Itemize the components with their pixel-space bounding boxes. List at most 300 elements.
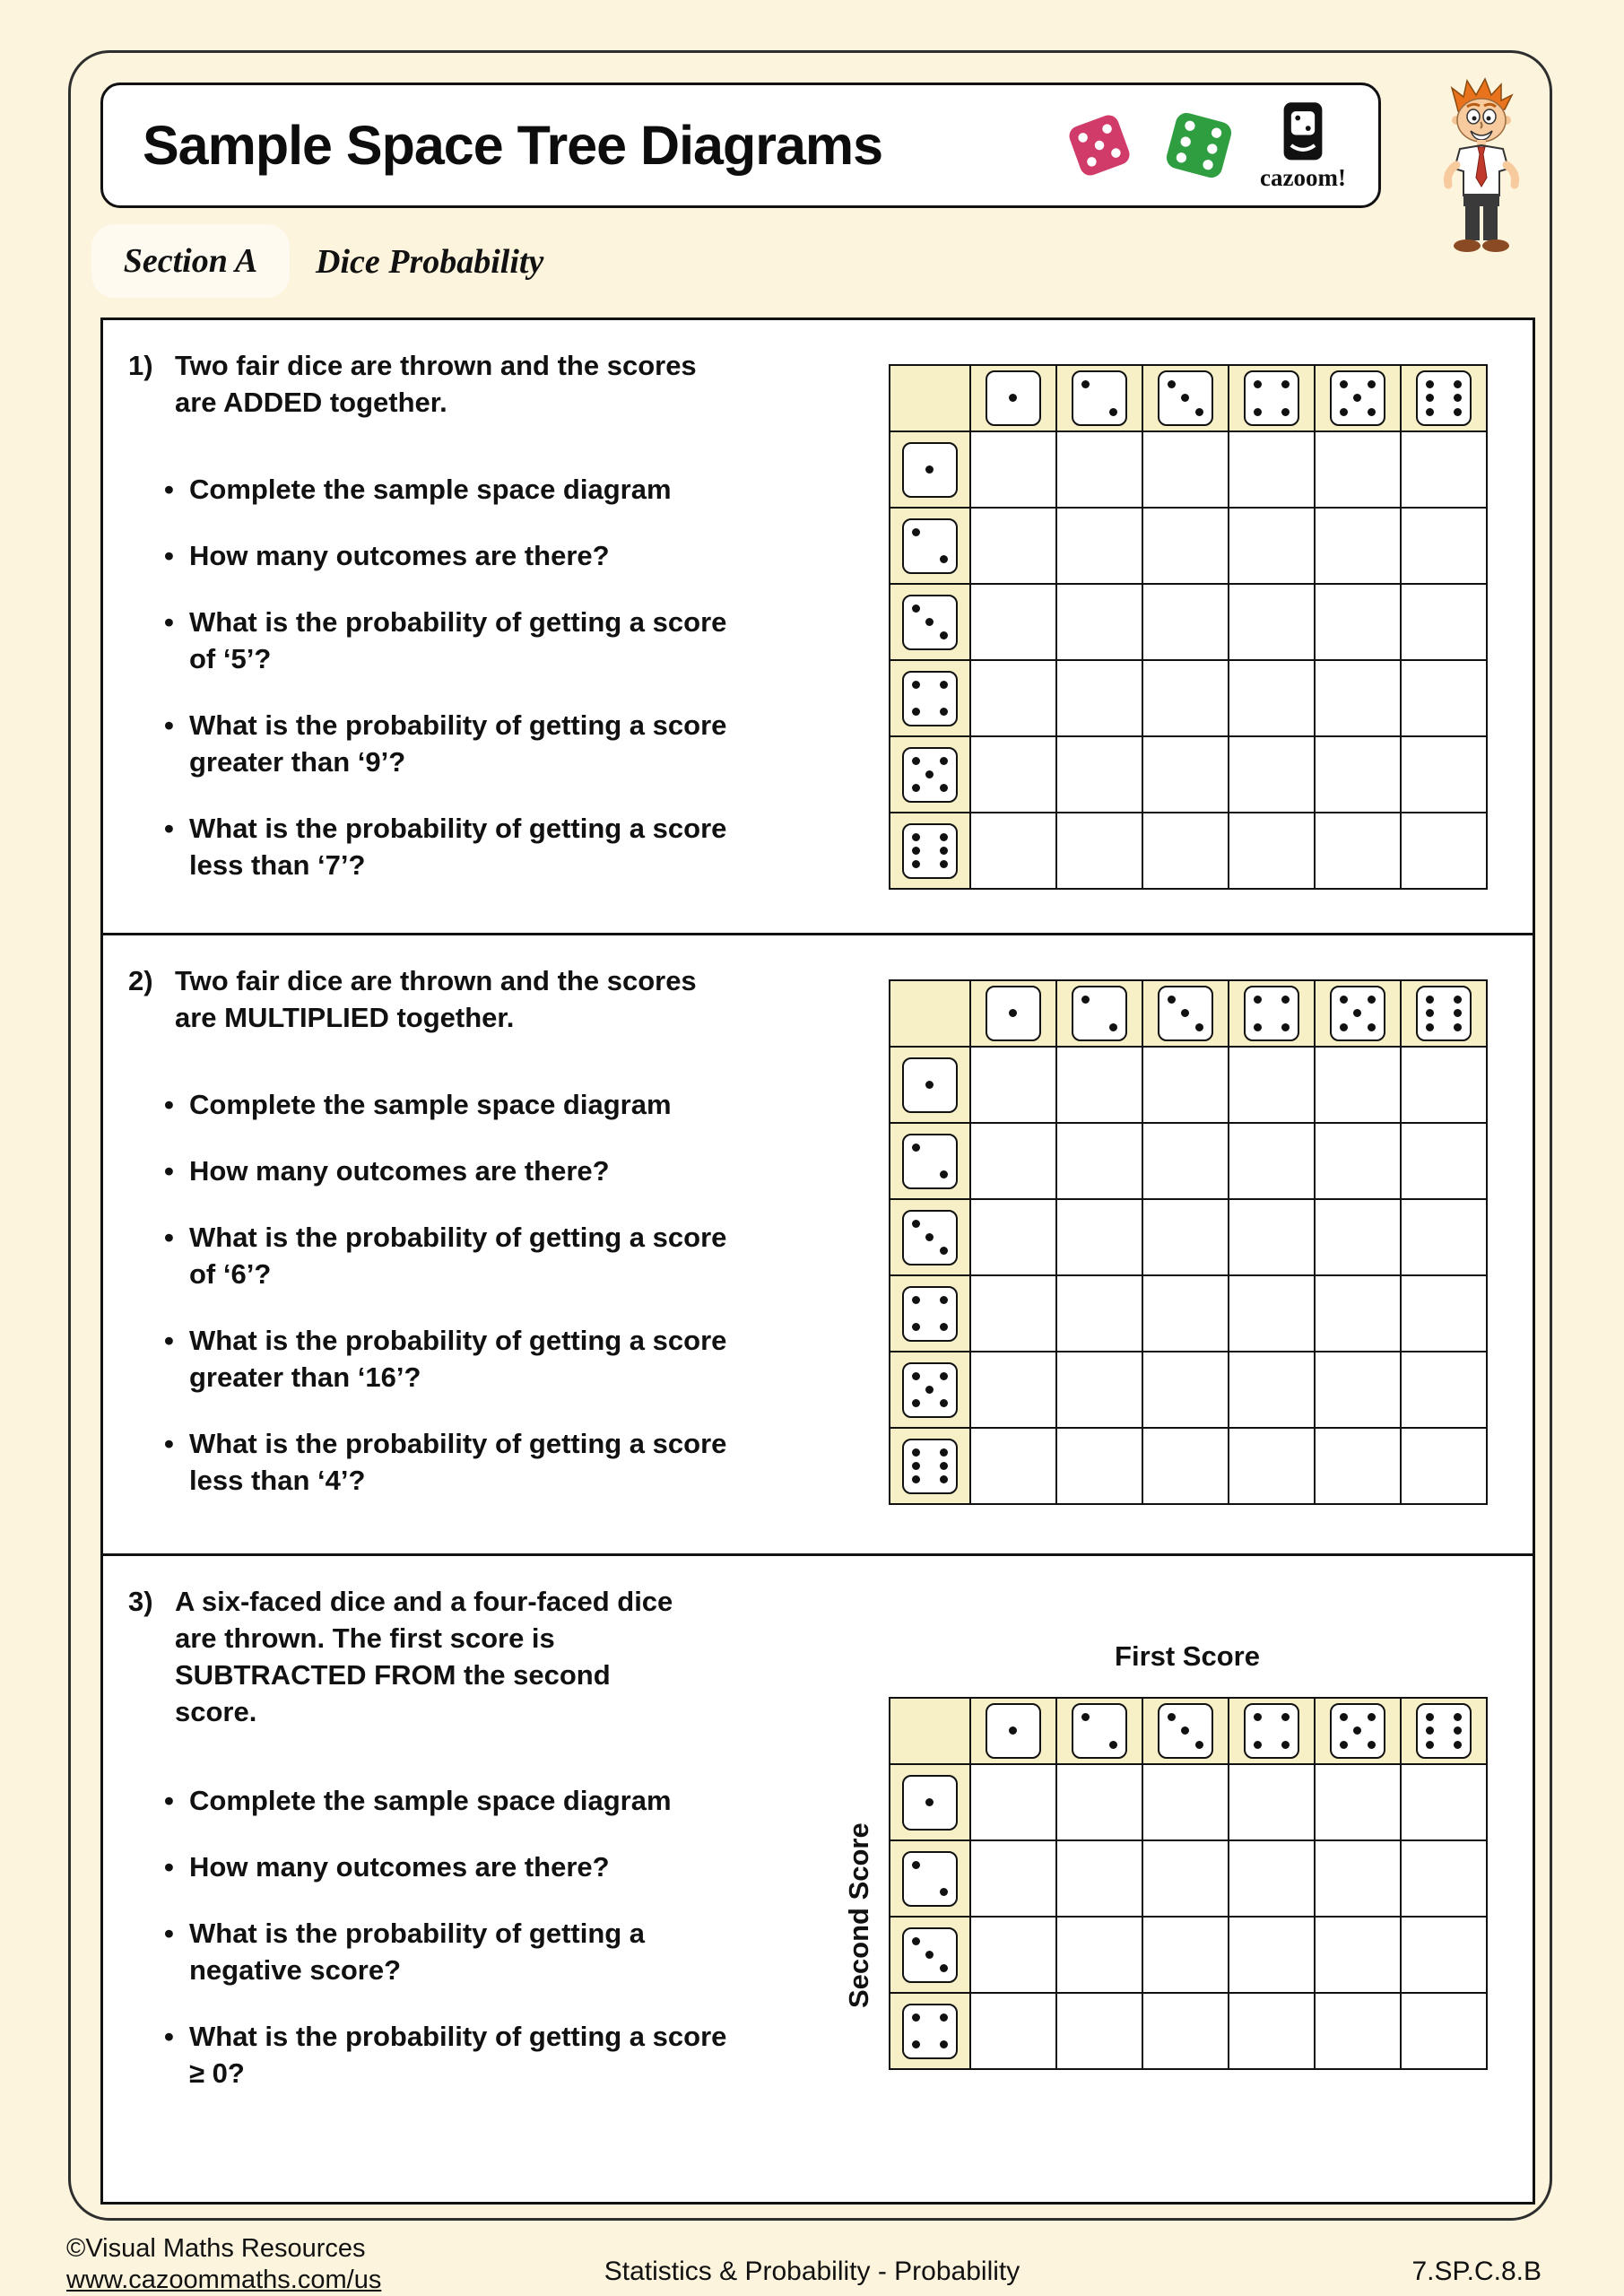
die-pip xyxy=(1368,1713,1376,1721)
die-pip xyxy=(925,1081,934,1089)
die-pip xyxy=(1081,996,1090,1004)
die-pip xyxy=(940,847,948,855)
bullet-text: What is the probability of getting a score greater than ‘9’? xyxy=(189,709,727,778)
answer-cell[interactable] xyxy=(1057,737,1143,813)
column-header-die-1 xyxy=(971,981,1057,1048)
grid-corner-cell xyxy=(890,366,971,432)
die-pip xyxy=(1368,1741,1376,1749)
die-pip xyxy=(1281,1023,1290,1031)
answer-cell[interactable] xyxy=(1402,1918,1488,1994)
answer-cell[interactable] xyxy=(1143,1200,1229,1276)
answer-cell[interactable] xyxy=(1057,1124,1143,1200)
die-pip xyxy=(1254,1713,1262,1721)
row-header-die-5 xyxy=(890,737,971,813)
die-pip xyxy=(1281,1713,1290,1721)
die-pip xyxy=(1340,408,1348,416)
die-face-1 xyxy=(986,1703,1041,1759)
answer-cell[interactable] xyxy=(1402,1429,1488,1505)
die-pip xyxy=(1168,996,1176,1004)
answer-cell[interactable] xyxy=(1229,1918,1316,1994)
answer-cell[interactable] xyxy=(1402,509,1488,585)
answer-cell[interactable] xyxy=(971,1124,1057,1200)
die-pip xyxy=(925,618,934,626)
answer-cell[interactable] xyxy=(1402,813,1488,890)
bullet-text: What is the probability of getting a score ≥ 0? xyxy=(189,2021,727,2089)
bullet-item xyxy=(162,1915,736,1988)
bullet-item xyxy=(162,2018,736,2092)
die-pip xyxy=(925,1386,934,1394)
answer-cell[interactable] xyxy=(971,432,1057,509)
bullet-text: How many outcomes are there? xyxy=(189,1155,610,1187)
answer-cell[interactable] xyxy=(1402,1276,1488,1352)
die-pip xyxy=(912,2013,920,2022)
dice-cup-icon xyxy=(1273,100,1333,166)
die-pip xyxy=(1454,408,1462,416)
question-2 xyxy=(103,933,1533,1553)
die-pip xyxy=(940,1247,948,1255)
copyright-text: ©Visual Maths Resources xyxy=(66,2234,366,2263)
row-header-die-4 xyxy=(890,661,971,737)
die-pip xyxy=(912,1462,920,1470)
answer-cell[interactable] xyxy=(1057,661,1143,737)
question-1 xyxy=(103,320,1533,933)
die-pip xyxy=(940,681,948,689)
row-header-die-4 xyxy=(890,1276,971,1352)
row-header-die-1 xyxy=(890,1048,971,1124)
answer-cell[interactable] xyxy=(1143,509,1229,585)
answer-cell[interactable] xyxy=(1229,1841,1316,1918)
answer-cell[interactable] xyxy=(1229,661,1316,737)
die-pip xyxy=(940,784,948,792)
die-pip xyxy=(1281,1741,1290,1749)
answer-cell[interactable] xyxy=(1143,1124,1229,1200)
answer-cell[interactable] xyxy=(1057,1841,1143,1918)
answer-cell[interactable] xyxy=(1229,1352,1316,1429)
answer-cell[interactable] xyxy=(971,1276,1057,1352)
answer-cell[interactable] xyxy=(1143,1841,1229,1918)
answer-cell[interactable] xyxy=(971,1429,1057,1505)
row-header-die-6 xyxy=(890,1429,971,1505)
die-pip xyxy=(1195,408,1203,416)
column-header-die-4 xyxy=(1229,366,1316,432)
column-header-die-2 xyxy=(1057,1699,1143,1765)
answer-cell[interactable] xyxy=(1057,1918,1143,1994)
die-pip xyxy=(912,1296,920,1304)
answer-cell[interactable] xyxy=(1229,1124,1316,1200)
die-face-3 xyxy=(1158,1703,1213,1759)
die-pip xyxy=(1353,394,1361,402)
die-pip xyxy=(1353,1009,1361,1017)
die-face-2 xyxy=(902,518,958,574)
answer-cell[interactable] xyxy=(1316,1918,1402,1994)
die-pip xyxy=(1168,380,1176,388)
answer-cell[interactable] xyxy=(1143,585,1229,661)
die-pip xyxy=(912,784,920,792)
bullet-item xyxy=(162,537,736,574)
sample-space-grid-1 xyxy=(889,364,1488,890)
die-pip xyxy=(1454,1023,1462,1031)
answer-cell[interactable] xyxy=(1143,737,1229,813)
answer-cell[interactable] xyxy=(1316,1048,1402,1124)
die-pip xyxy=(940,1323,948,1331)
column-header-die-1 xyxy=(971,366,1057,432)
answer-cell[interactable] xyxy=(1229,432,1316,509)
die-pip xyxy=(940,860,948,868)
bullet-text: How many outcomes are there? xyxy=(189,540,610,571)
answer-cell[interactable] xyxy=(1316,737,1402,813)
answer-cell[interactable] xyxy=(1057,1048,1143,1124)
answer-cell[interactable] xyxy=(1402,1200,1488,1276)
standard-code: 7.SP.C.8.B xyxy=(1411,2257,1541,2286)
answer-cell[interactable] xyxy=(1143,813,1229,890)
answer-cell[interactable] xyxy=(1316,432,1402,509)
die-pip xyxy=(940,555,948,563)
bullet-item xyxy=(162,471,736,508)
die-pip xyxy=(1368,1023,1376,1031)
die-pip xyxy=(1009,1009,1017,1017)
question-1-intro xyxy=(128,347,699,421)
answer-cell[interactable] xyxy=(1057,1352,1143,1429)
question-1-bullets xyxy=(162,471,736,913)
die-pip xyxy=(1426,996,1434,1004)
die-pip xyxy=(912,1220,920,1228)
grid-corner-cell xyxy=(890,981,971,1048)
answer-cell[interactable] xyxy=(1229,1429,1316,1505)
answer-cell[interactable] xyxy=(1143,1994,1229,2070)
die-face-4 xyxy=(1244,986,1299,1041)
die-pip xyxy=(912,833,920,841)
bullet-text: How many outcomes are there? xyxy=(189,1851,610,1883)
answer-cell[interactable] xyxy=(1143,1276,1229,1352)
die-pip xyxy=(940,1448,948,1457)
second-score-label: Second Score xyxy=(843,1822,874,2009)
die-pip xyxy=(912,1399,920,1407)
die-pip xyxy=(912,757,920,765)
answer-cell[interactable] xyxy=(971,1841,1057,1918)
column-header-die-6 xyxy=(1402,1699,1488,1765)
column-header-die-4 xyxy=(1229,981,1316,1048)
die-pip xyxy=(1181,1009,1189,1017)
die-pip xyxy=(1426,394,1434,402)
die-pip xyxy=(1340,380,1348,388)
die-pip xyxy=(1009,394,1017,402)
die-pip xyxy=(940,708,948,716)
answer-cell[interactable] xyxy=(971,661,1057,737)
column-header-die-3 xyxy=(1143,1699,1229,1765)
die-face-4 xyxy=(1244,370,1299,426)
die-pip xyxy=(912,1937,920,1945)
question-3-text: A six-faced dice and a four-faced dice are thrown. The first score is SUBTRACTED FROM the second score. xyxy=(175,1586,673,1727)
answer-cell[interactable] xyxy=(1316,509,1402,585)
die-pip xyxy=(1368,996,1376,1004)
die-pip xyxy=(1454,1726,1462,1735)
row-header-die-1 xyxy=(890,432,971,509)
question-3-number: 3) xyxy=(128,1586,153,1617)
answer-cell[interactable] xyxy=(1316,1429,1402,1505)
row-header-die-6 xyxy=(890,813,971,890)
die-pip xyxy=(1109,1741,1117,1749)
die-pip xyxy=(1195,1741,1203,1749)
die-pip xyxy=(912,708,920,716)
bullet-item xyxy=(162,1425,736,1499)
answer-cell[interactable] xyxy=(1057,432,1143,509)
die-face-6 xyxy=(1416,986,1472,1041)
die-face-2 xyxy=(1072,370,1127,426)
die-face-2 xyxy=(902,1851,958,1907)
die-face-6 xyxy=(902,823,958,879)
die-pip xyxy=(940,1170,948,1178)
worksheet-title: Sample Space Tree Diagrams xyxy=(143,115,883,176)
footer-topic: Statistics & Probability - Probability xyxy=(604,2257,1020,2286)
die-pip xyxy=(1426,1023,1434,1031)
answer-cell[interactable] xyxy=(1402,1124,1488,1200)
header-icons xyxy=(1061,85,1346,205)
answer-cell[interactable] xyxy=(1316,1841,1402,1918)
answer-cell[interactable] xyxy=(1057,813,1143,890)
question-3-bullets xyxy=(162,1782,736,2121)
answer-cell[interactable] xyxy=(1229,1765,1316,1841)
question-3-intro xyxy=(128,1583,699,1730)
pink-die-icon xyxy=(1061,107,1138,184)
column-header-die-3 xyxy=(1143,981,1229,1048)
bullet-text: What is the probability of getting a score of ‘5’? xyxy=(189,606,727,674)
die-face-1 xyxy=(986,986,1041,1041)
answer-cell[interactable] xyxy=(1402,737,1488,813)
answer-cell[interactable] xyxy=(1229,1048,1316,1124)
die-pip xyxy=(1281,996,1290,1004)
answer-cell[interactable] xyxy=(1057,585,1143,661)
die-pip xyxy=(940,1399,948,1407)
die-pip xyxy=(912,1323,920,1331)
answer-cell[interactable] xyxy=(971,1352,1057,1429)
question-1-text: Two fair dice are thrown and the scores are ADDED together. xyxy=(175,350,697,418)
bullet-text: Complete the sample space diagram xyxy=(189,1785,672,1816)
die-face-6 xyxy=(902,1439,958,1494)
green-die-icon xyxy=(1158,104,1240,187)
die-face-5 xyxy=(1330,370,1385,426)
die-pip xyxy=(912,847,920,855)
answer-cell[interactable] xyxy=(971,509,1057,585)
die-pip xyxy=(1340,1023,1348,1031)
answer-cell[interactable] xyxy=(1143,1918,1229,1994)
die-pip xyxy=(925,1233,934,1241)
question-2-number: 2) xyxy=(128,965,153,996)
answer-cell[interactable] xyxy=(1402,1765,1488,1841)
website-link[interactable]: www.cazoommaths.com/us xyxy=(66,2266,382,2294)
answer-cell[interactable] xyxy=(1143,432,1229,509)
answer-cell[interactable] xyxy=(971,1994,1057,2070)
die-face-2 xyxy=(1072,1703,1127,1759)
die-face-1 xyxy=(902,442,958,498)
die-pip xyxy=(1254,408,1262,416)
answer-cell[interactable] xyxy=(971,813,1057,890)
die-pip xyxy=(940,1964,948,1972)
answer-cell[interactable] xyxy=(1316,661,1402,737)
die-pip xyxy=(1340,1713,1348,1721)
answer-cell[interactable] xyxy=(1143,1048,1229,1124)
cazoom-logo-text: cazoom! xyxy=(1260,163,1346,191)
die-face-5 xyxy=(902,1362,958,1418)
die-pip xyxy=(1454,1713,1462,1721)
die-pip xyxy=(925,1951,934,1959)
answer-cell[interactable] xyxy=(1229,585,1316,661)
answer-cell[interactable] xyxy=(1316,1124,1402,1200)
die-pip xyxy=(912,528,920,536)
die-pip xyxy=(912,604,920,613)
die-pip xyxy=(940,757,948,765)
die-face-3 xyxy=(1158,370,1213,426)
die-face-1 xyxy=(986,370,1041,426)
die-pip xyxy=(940,1462,948,1470)
die-pip xyxy=(940,1372,948,1380)
bullet-item xyxy=(162,707,736,780)
die-face-6 xyxy=(1416,370,1472,426)
die-pip xyxy=(1368,380,1376,388)
die-face-5 xyxy=(1330,1703,1385,1759)
answer-cell[interactable] xyxy=(1229,813,1316,890)
answer-cell[interactable] xyxy=(1402,661,1488,737)
die-face-4 xyxy=(902,671,958,726)
answer-cell[interactable] xyxy=(1402,432,1488,509)
die-pip xyxy=(1426,1741,1434,1749)
die-pip xyxy=(1109,1023,1117,1031)
answer-cell[interactable] xyxy=(1316,585,1402,661)
answer-cell[interactable] xyxy=(1402,1841,1488,1918)
die-face-3 xyxy=(902,1927,958,1983)
answer-cell[interactable] xyxy=(1229,1200,1316,1276)
bullet-text: What is the probability of getting a score less than ‘7’? xyxy=(189,813,727,881)
column-header-die-1 xyxy=(971,1699,1057,1765)
question-2-text: Two fair dice are thrown and the scores are MULTIPLIED together. xyxy=(175,965,697,1033)
die-face-6 xyxy=(1416,1703,1472,1759)
answer-cell[interactable] xyxy=(1229,509,1316,585)
answer-cell[interactable] xyxy=(1143,1352,1229,1429)
answer-cell[interactable] xyxy=(1229,1276,1316,1352)
die-face-3 xyxy=(1158,986,1213,1041)
column-header-die-5 xyxy=(1316,366,1402,432)
answer-cell[interactable] xyxy=(971,1918,1057,1994)
die-face-5 xyxy=(902,747,958,803)
die-pip xyxy=(1181,1726,1189,1735)
row-header-die-5 xyxy=(890,1352,971,1429)
die-pip xyxy=(912,2040,920,2048)
answer-cell[interactable] xyxy=(1402,1048,1488,1124)
bullet-text: What is the probability of getting a score of ‘6’? xyxy=(189,1222,727,1290)
answer-cell[interactable] xyxy=(1057,1765,1143,1841)
section-label-pill xyxy=(91,224,290,298)
row-header-die-3 xyxy=(890,585,971,661)
column-header-die-3 xyxy=(1143,366,1229,432)
section-label: Section A xyxy=(123,242,258,280)
row-header-die-2 xyxy=(890,1841,971,1918)
question-2-bullets xyxy=(162,1086,736,1528)
die-pip xyxy=(1454,394,1462,402)
grid-corner-cell xyxy=(890,1699,971,1765)
column-header-die-5 xyxy=(1316,1699,1402,1765)
question-1-number: 1) xyxy=(128,350,153,381)
die-face-1 xyxy=(902,1775,958,1831)
answer-cell[interactable] xyxy=(971,1200,1057,1276)
answer-cell[interactable] xyxy=(1402,585,1488,661)
row-header-die-2 xyxy=(890,509,971,585)
answer-cell[interactable] xyxy=(1402,1352,1488,1429)
answer-cell[interactable] xyxy=(1316,1352,1402,1429)
bullet-item xyxy=(162,810,736,883)
answer-cell[interactable] xyxy=(1316,1276,1402,1352)
answer-cell[interactable] xyxy=(1229,1994,1316,2070)
die-face-4 xyxy=(902,1286,958,1342)
die-pip xyxy=(1109,408,1117,416)
answer-cell[interactable] xyxy=(1316,1994,1402,2070)
section-title: Dice Probability xyxy=(316,243,544,281)
die-pip xyxy=(1454,996,1462,1004)
answer-cell[interactable] xyxy=(971,737,1057,813)
die-pip xyxy=(1254,996,1262,1004)
answer-cell[interactable] xyxy=(1229,737,1316,813)
answer-cell[interactable] xyxy=(1143,661,1229,737)
die-pip xyxy=(925,1798,934,1806)
die-pip xyxy=(940,833,948,841)
die-pip xyxy=(1426,380,1434,388)
answer-cell[interactable] xyxy=(971,585,1057,661)
row-header-die-3 xyxy=(890,1200,971,1276)
row-header-die-4 xyxy=(890,1994,971,2070)
header-box xyxy=(100,83,1381,208)
die-pip xyxy=(1353,1726,1361,1735)
column-header-die-2 xyxy=(1057,981,1143,1048)
answer-cell[interactable] xyxy=(1057,1429,1143,1505)
answer-cell[interactable] xyxy=(1316,1765,1402,1841)
answer-cell[interactable] xyxy=(1057,1276,1143,1352)
first-score-label: First Score xyxy=(1115,1640,1260,1672)
die-pip xyxy=(1081,1713,1090,1721)
die-pip xyxy=(1426,408,1434,416)
answer-cell[interactable] xyxy=(971,1048,1057,1124)
die-pip xyxy=(1254,380,1262,388)
answer-cell[interactable] xyxy=(1057,1200,1143,1276)
die-pip xyxy=(1281,380,1290,388)
answer-cell[interactable] xyxy=(1316,813,1402,890)
die-pip xyxy=(912,1861,920,1869)
bullet-item xyxy=(162,604,736,677)
answer-cell[interactable] xyxy=(1402,1994,1488,2070)
die-pip xyxy=(1254,1023,1262,1031)
die-pip xyxy=(1281,408,1290,416)
die-face-1 xyxy=(902,1057,958,1113)
die-pip xyxy=(940,2013,948,2022)
die-pip xyxy=(1168,1713,1176,1721)
column-header-die-2 xyxy=(1057,366,1143,432)
answer-cell[interactable] xyxy=(1143,1765,1229,1841)
die-pip xyxy=(940,631,948,639)
question-2-intro xyxy=(128,962,699,1036)
die-pip xyxy=(940,1888,948,1896)
answer-cell[interactable] xyxy=(1316,1200,1402,1276)
die-pip xyxy=(912,1475,920,1483)
answer-cell[interactable] xyxy=(971,1765,1057,1841)
column-header-die-6 xyxy=(1402,366,1488,432)
die-pip xyxy=(1340,996,1348,1004)
answer-cell[interactable] xyxy=(1057,509,1143,585)
die-pip xyxy=(1340,1741,1348,1749)
die-face-3 xyxy=(902,1210,958,1265)
bullet-item xyxy=(162,1086,736,1123)
die-pip xyxy=(925,465,934,474)
answer-cell[interactable] xyxy=(1057,1994,1143,2070)
cazoom-logo xyxy=(1260,100,1346,192)
answer-cell[interactable] xyxy=(1143,1429,1229,1505)
die-pip xyxy=(1426,1713,1434,1721)
